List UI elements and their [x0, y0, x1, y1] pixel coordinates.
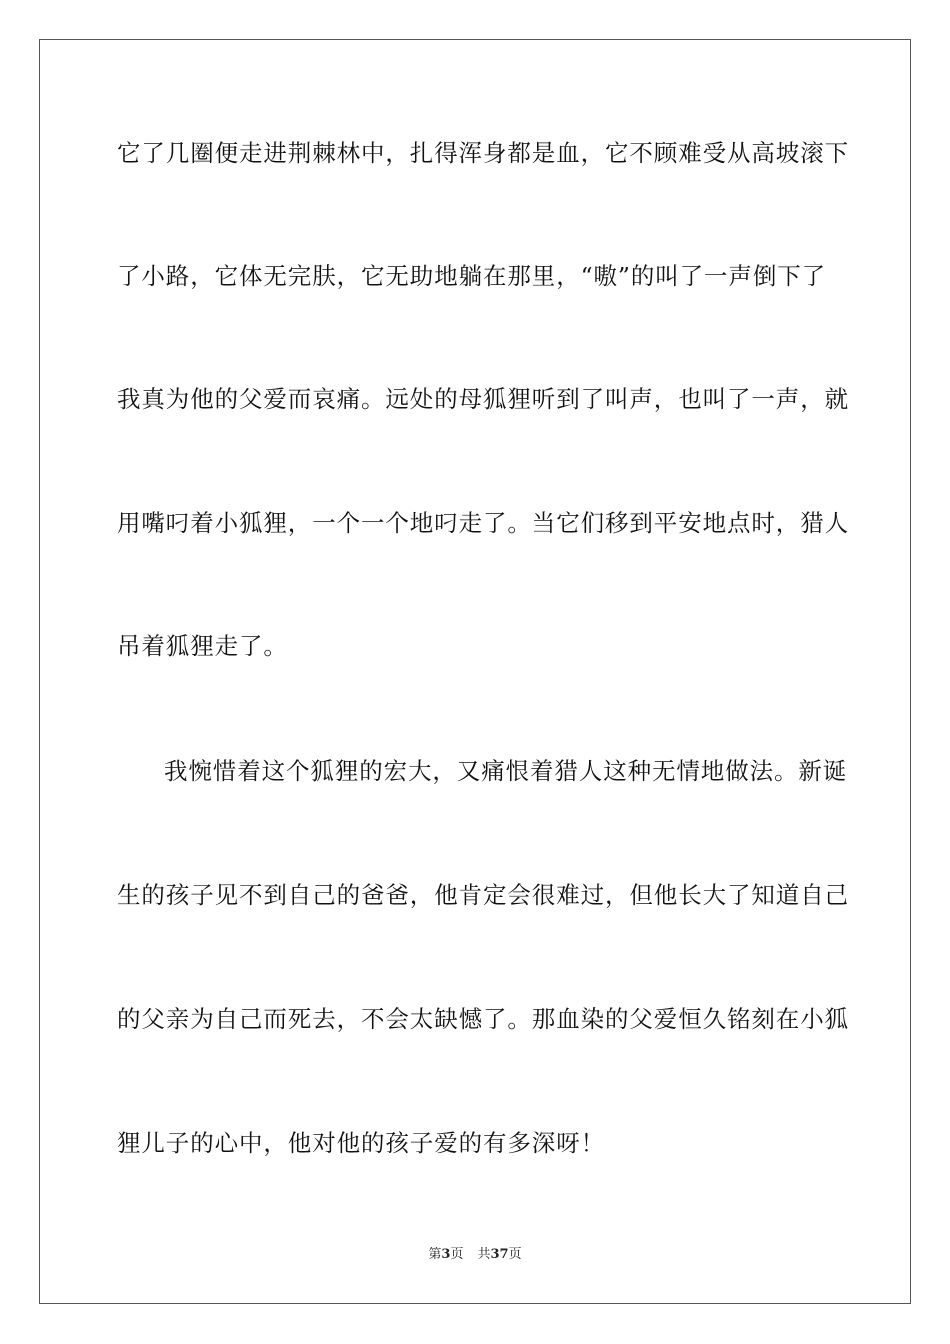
paragraph-line-3: 我真为他的父爱而哀痛。远处的母狐狸听到了叫声，也叫了一声，就: [117, 385, 849, 413]
page-border: [39, 39, 911, 1304]
paragraph-line-9: 狸儿子的心中，他对他的孩子爱的有多深呀！: [117, 1129, 605, 1157]
page-footer: [0, 1246, 950, 1264]
paragraph-line-6: 我惋惜着这个狐狸的宏大，又痛恨着猎人这种无情地做法。新诞: [164, 757, 848, 785]
paragraph-line-4: 用嘴叼着小狐狸，一个一个地叼走了。当它们移到平安地点时，猎人: [117, 509, 849, 537]
page-prefix: 第: [428, 1247, 442, 1262]
page-number: 3: [441, 1247, 451, 1262]
paragraph-line-7: 生的孩子见不到自己的爸爸，他肯定会很难过，但他长大了知道自己: [117, 881, 849, 909]
paragraph-line-5: 吊着狐狸走了。: [117, 632, 288, 660]
paragraph-line-8: 的父亲为自己而死去，不会太缺憾了。那血染的父爱恒久铭刻在小狐: [117, 1005, 849, 1033]
page-suffix: 页: [450, 1247, 464, 1262]
paragraph-line-1: 它了几圈便走进荆棘林中，扎得浑身都是血，它不顾难受从高坡滚下: [117, 139, 849, 167]
total-prefix: 共: [477, 1247, 491, 1262]
total-suffix: 页: [508, 1247, 522, 1262]
paragraph-line-2: 了小路，它体无完肤，它无助地躺在那里，“嗷”的叫了一声倒下了: [117, 262, 827, 290]
total-pages: 37: [490, 1247, 509, 1262]
